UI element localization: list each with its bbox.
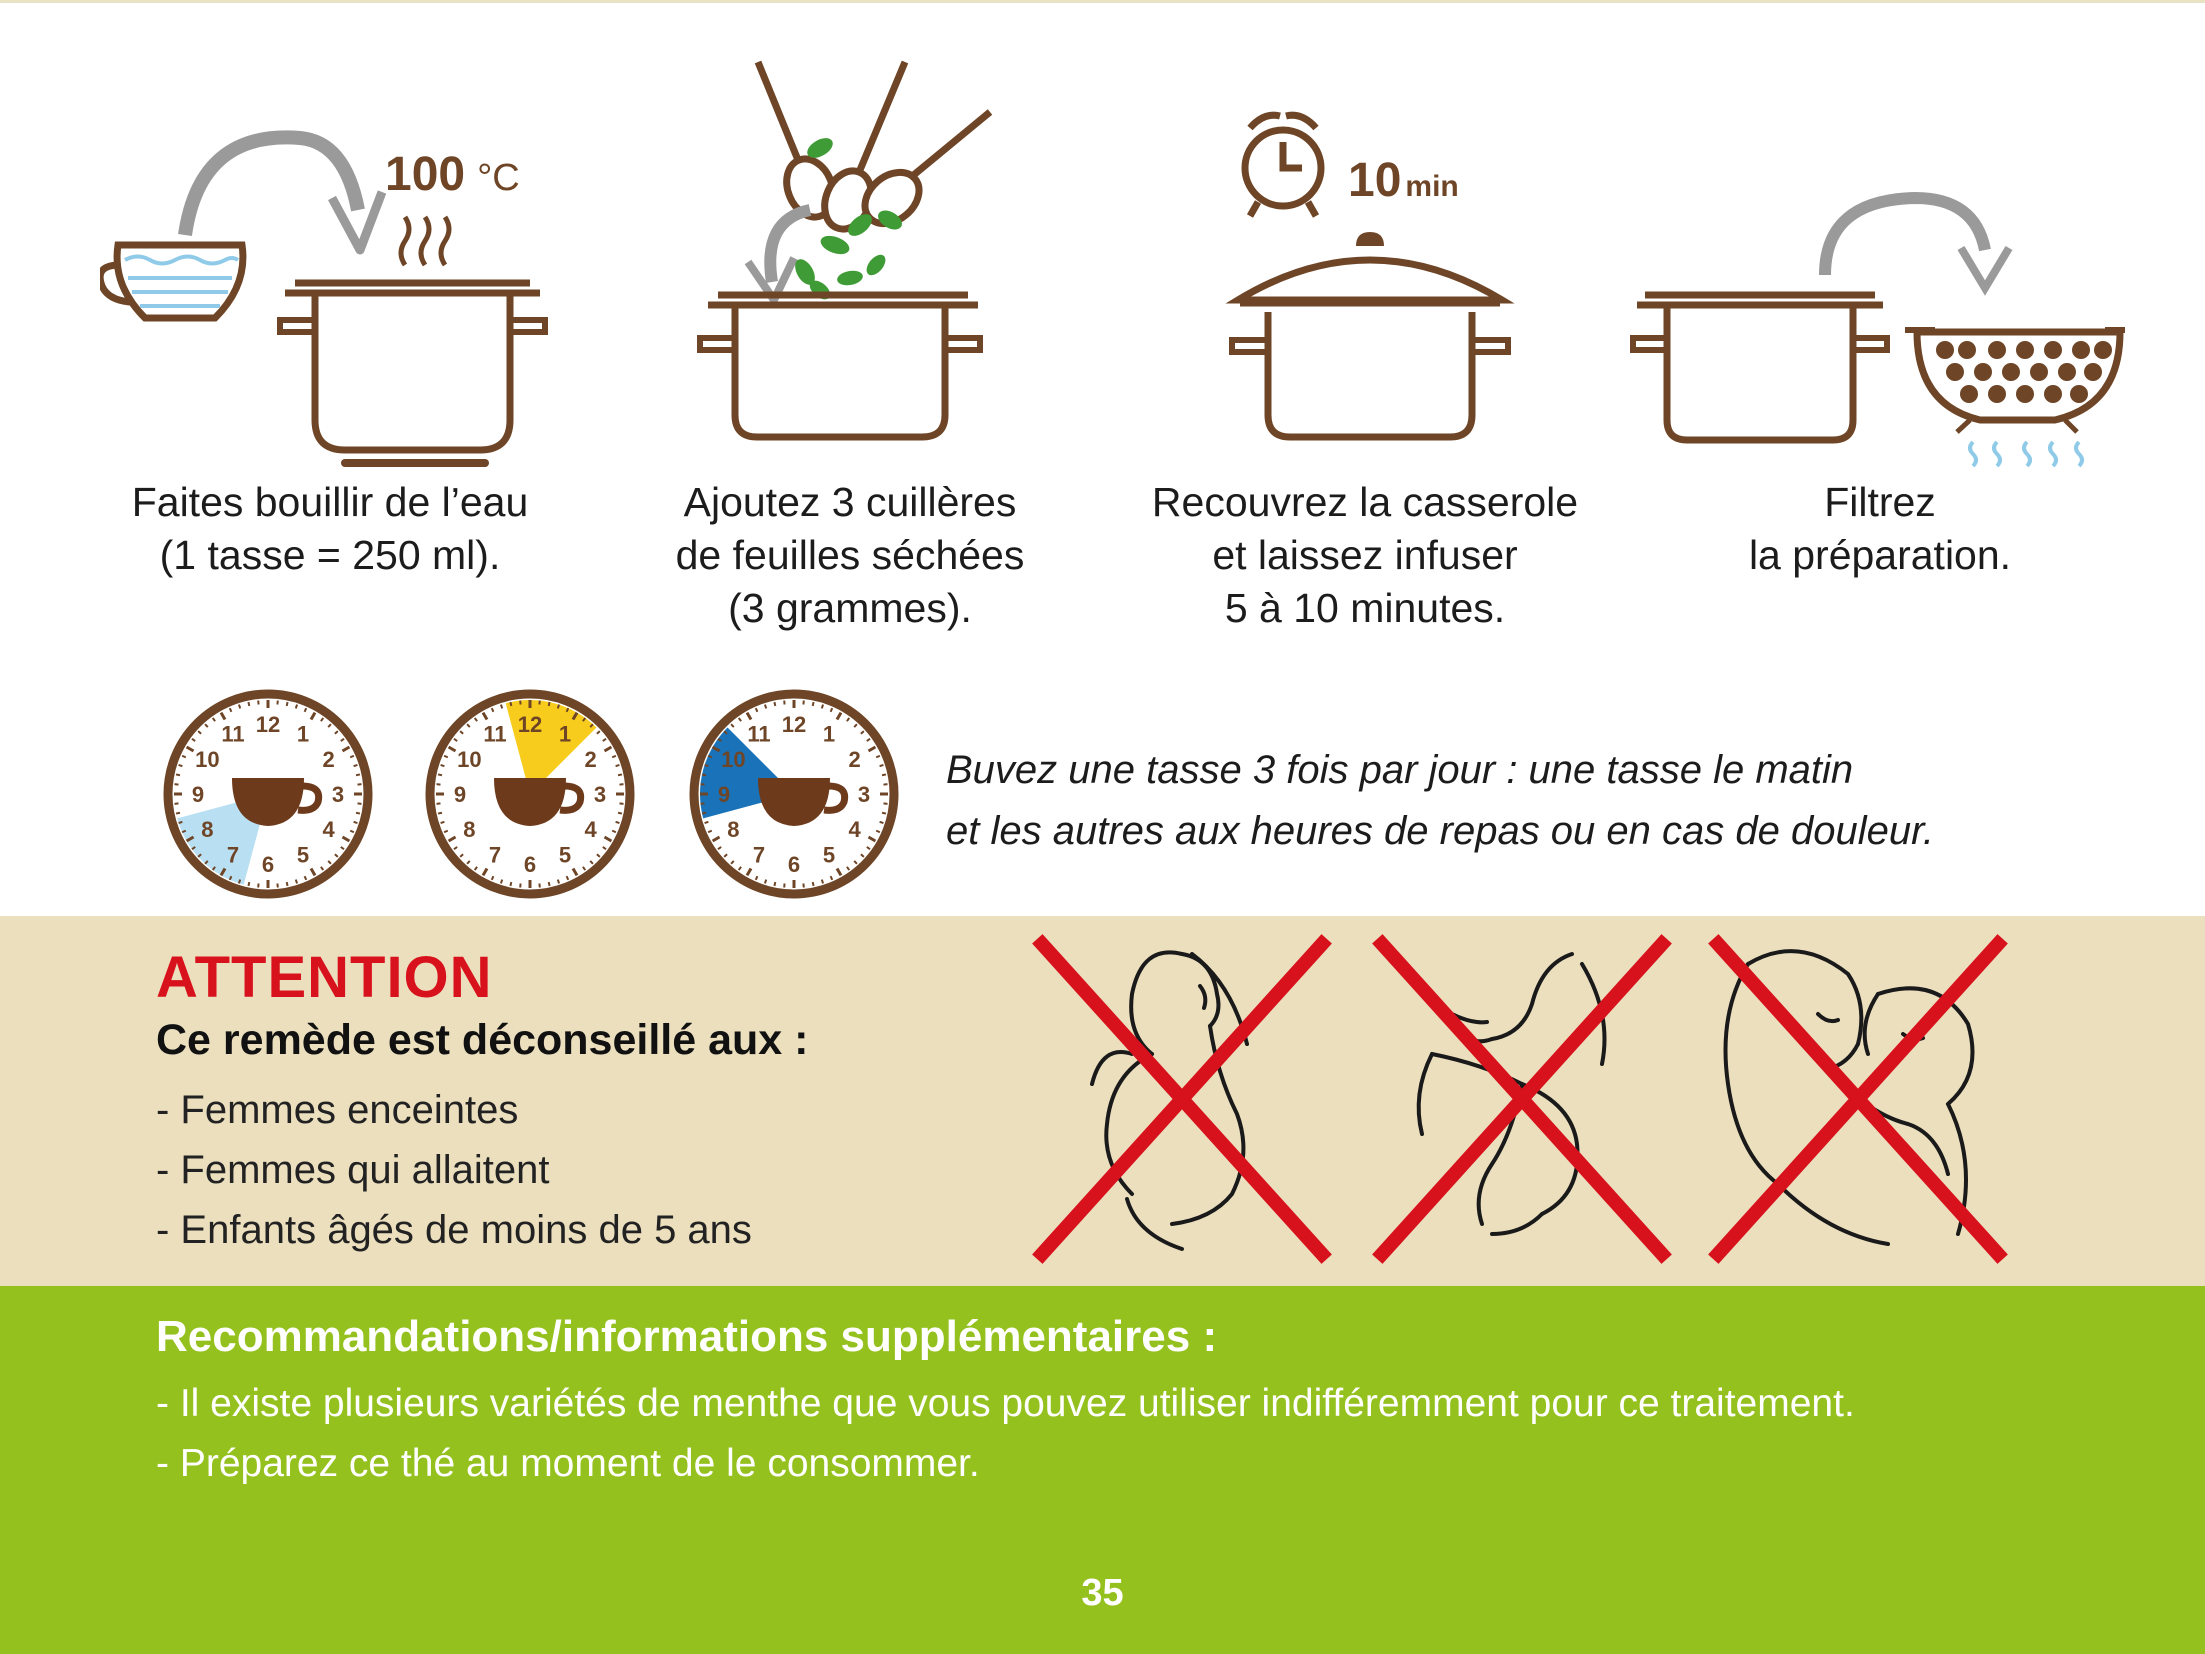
clock-number: 3 [331, 782, 345, 807]
duration-badge: 10 min [1348, 154, 1459, 207]
pregnant-woman-figure [1032, 934, 1332, 1274]
clock-number: 3 [593, 782, 607, 807]
list-item: - Il existe plusieurs variétés de menthe que vous pouvez utiliser indifféremment pour ce traitement. [156, 1382, 1855, 1425]
clock-morning [160, 686, 376, 902]
clock-number: 8 [463, 817, 476, 842]
clock-number: 9 [453, 782, 467, 807]
clock-number: 9 [191, 782, 205, 807]
clock-face-icon [422, 686, 638, 902]
step-2-illustration [690, 50, 1010, 470]
recommendations-title: Recommandations/informations supplémentaires : [156, 1312, 1218, 1361]
clock-number: 4 [584, 817, 597, 842]
alarm-clock-icon [1245, 115, 1321, 216]
clock-number: 6 [261, 852, 275, 877]
mother-child-icon [1708, 934, 2008, 1274]
strainer-icon [1625, 50, 2125, 470]
clock-number: 5 [558, 842, 572, 868]
clock-face-icon [686, 686, 902, 902]
page-number: 35 [1081, 1572, 1124, 1614]
clock-number: 2 [322, 747, 335, 772]
clock-number: 12 [517, 712, 543, 737]
clock-number: 11 [483, 721, 507, 747]
temperature-badge: 100 °C [385, 148, 520, 201]
warning-title: ATTENTION [156, 945, 493, 1010]
clock-number: 1 [296, 721, 310, 747]
clock-number: 6 [787, 852, 801, 877]
clock-number: 2 [584, 747, 597, 772]
clock-number: 10 [195, 747, 220, 772]
covered-pot-timer-icon [1220, 50, 1520, 470]
clock-number: 3 [857, 782, 871, 807]
clock-face-icon [160, 686, 376, 902]
warning-list [156, 1080, 752, 1260]
list-item: - Femmes qui allaitent [156, 1148, 550, 1192]
clock-number: 8 [727, 817, 740, 842]
clock-number: 7 [226, 842, 240, 868]
clock-number: 5 [822, 842, 836, 868]
clock-number: 12 [781, 712, 807, 737]
clock-evening [686, 686, 902, 902]
pregnant-woman-icon [1032, 934, 1332, 1274]
breastfeeding-icon [1372, 934, 1672, 1274]
clock-number: 9 [717, 782, 731, 807]
warning-subtitle: Ce remède est déconseillé aux : [156, 1016, 809, 1064]
breastfeeding-figure [1372, 934, 1672, 1274]
clock-number: 1 [822, 721, 836, 747]
step-3-text: Recouvrez la casserole et laissez infuser 5 à 10 minutes. [1151, 479, 1579, 631]
step-4-text: Filtrez la préparation. [1748, 479, 2012, 578]
step-3-illustration [1220, 50, 1520, 470]
clock-number: 11 [747, 721, 771, 747]
step-1-illustration [100, 50, 570, 470]
clock-number: 10 [457, 747, 482, 772]
clock-number: 10 [721, 747, 746, 772]
clock-number: 6 [523, 852, 537, 877]
clock-number: 8 [201, 817, 214, 842]
mother-child-figure [1708, 934, 2008, 1274]
clock-number: 1 [558, 721, 572, 747]
clock-number: 4 [848, 817, 861, 842]
pot-boiling-icon [100, 50, 570, 470]
spoons-leaves-icon [690, 50, 1010, 470]
list-item: - Femmes enceintes [156, 1088, 519, 1132]
recommendations-section [0, 1286, 2205, 1654]
step-1-text: Faites bouillir de l’eau (1 tasse = 250 ml). [131, 479, 529, 578]
clock-number: 11 [221, 721, 245, 747]
list-item: - Préparez ce thé au moment de le consommer. [156, 1442, 980, 1485]
clock-number: 4 [322, 817, 335, 842]
clock-number: 7 [488, 842, 502, 868]
list-item: - Enfants âgés de moins de 5 ans [156, 1208, 752, 1252]
top-rule [0, 0, 2205, 3]
clock-number: 5 [296, 842, 310, 868]
clock-number: 7 [752, 842, 766, 868]
clock-number: 12 [255, 712, 281, 737]
step-2-text: Ajoutez 3 cuillères de feuilles séchées (3 grammes). [675, 479, 1025, 631]
step-4-illustration [1625, 50, 2125, 470]
dosage-instructions: Buvez une tasse 3 fois par jour : une tasse le matin et les autres aux heures de repas ou en cas de douleur. [946, 748, 1935, 853]
water-cup-icon [100, 245, 243, 318]
recommendations-list [156, 1374, 1855, 1494]
clock-number: 2 [848, 747, 861, 772]
clock-noon [422, 686, 638, 902]
warning-section [0, 916, 2205, 1286]
